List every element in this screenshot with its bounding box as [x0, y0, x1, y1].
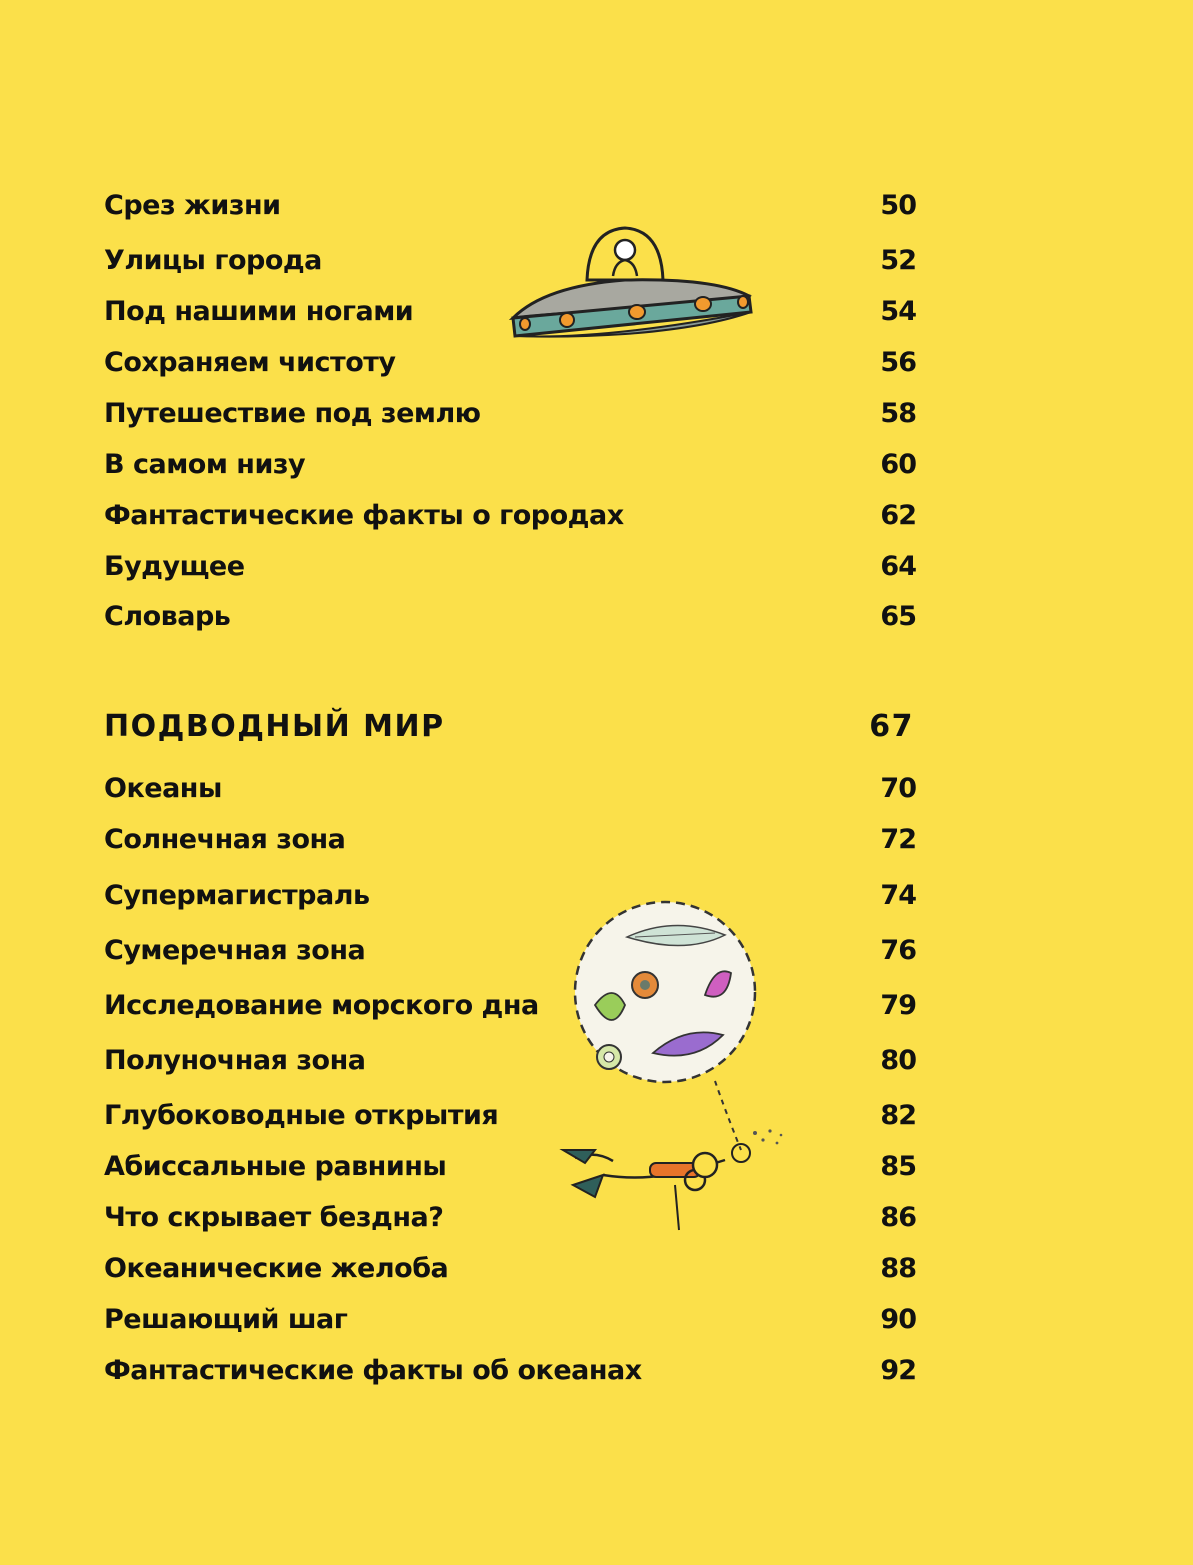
toc-entry-title: Сумеречная зона: [104, 935, 366, 966]
section-heading-title: ПОДВОДНЫЙ МИР: [104, 709, 445, 744]
toc-entry: [104, 597, 916, 637]
toc-entry-title: Под нашими ногами: [104, 296, 414, 327]
plankton-diver-illustration: [555, 895, 795, 1240]
toc-entry-title: Решающий шаг: [104, 1304, 348, 1335]
toc-entry-page: 85: [880, 1151, 916, 1182]
toc-entry-page: 60: [880, 449, 916, 480]
toc-entry-title: Абиссальные равнины: [104, 1151, 447, 1182]
toc-entry-page: 86: [880, 1202, 916, 1233]
section-heading-page: 67: [869, 709, 914, 744]
toc-entry-page: 76: [880, 935, 916, 966]
toc-entry-title: Фантастические факты о городах: [104, 500, 624, 531]
toc-entry-page: 58: [880, 398, 916, 429]
toc-entry-title: Океаны: [104, 773, 222, 804]
section-heading: [104, 705, 914, 749]
toc-entry-page: 64: [880, 551, 916, 582]
toc-entry-title: Исследование морского дна: [104, 990, 539, 1021]
toc-entry-page: 82: [880, 1100, 916, 1131]
toc-entry-title: Солнечная зона: [104, 824, 346, 855]
toc-entry-page: 72: [880, 824, 916, 855]
toc-entry-page: 56: [880, 347, 916, 378]
toc-entry: [104, 445, 916, 485]
toc-entry-page: 92: [880, 1355, 916, 1386]
toc-entry: [104, 496, 916, 536]
toc-entry: [104, 547, 916, 587]
toc-entry-title: Полуночная зона: [104, 1045, 366, 1076]
toc-entry-title: Сохраняем чистоту: [104, 347, 396, 378]
toc-entry-page: 70: [880, 773, 916, 804]
toc-entry: [104, 1351, 916, 1391]
toc-entry-title: Будущее: [104, 551, 245, 582]
toc-entry: [104, 1249, 916, 1289]
toc-entry-title: Срез жизни: [104, 190, 281, 221]
toc-entry-title: Путешествие под землю: [104, 398, 481, 429]
toc-entry: [104, 394, 916, 434]
toc-entry-page: 52: [880, 245, 916, 276]
toc-entry-page: 80: [880, 1045, 916, 1076]
toc-entry: [104, 820, 916, 860]
toc-entry-title: Словарь: [104, 601, 231, 632]
toc-entry-page: 90: [880, 1304, 916, 1335]
toc-entry-title: Улицы города: [104, 245, 322, 276]
toc-entry-page: 62: [880, 500, 916, 531]
toc-entry-title: Супермагистраль: [104, 880, 370, 911]
toc-entry-title: Что скрывает бездна?: [104, 1202, 444, 1233]
toc-entry-page: 54: [880, 296, 916, 327]
toc-entry-title: Фантастические факты об океанах: [104, 1355, 642, 1386]
toc-entry-title: Океанические желоба: [104, 1253, 449, 1284]
toc-entry-page: 88: [880, 1253, 916, 1284]
toc-entry-page: 65: [880, 601, 916, 632]
toc-entry: [104, 769, 916, 809]
toc-entry-page: 79: [880, 990, 916, 1021]
toc-entry-title: Глубоководные открытия: [104, 1100, 499, 1131]
toc-entry: [104, 1300, 916, 1340]
toc-entry-title: В самом низу: [104, 449, 306, 480]
ufo-illustration: [505, 220, 755, 350]
toc-entry-page: 50: [880, 190, 916, 221]
toc-entry-page: 74: [880, 880, 916, 911]
